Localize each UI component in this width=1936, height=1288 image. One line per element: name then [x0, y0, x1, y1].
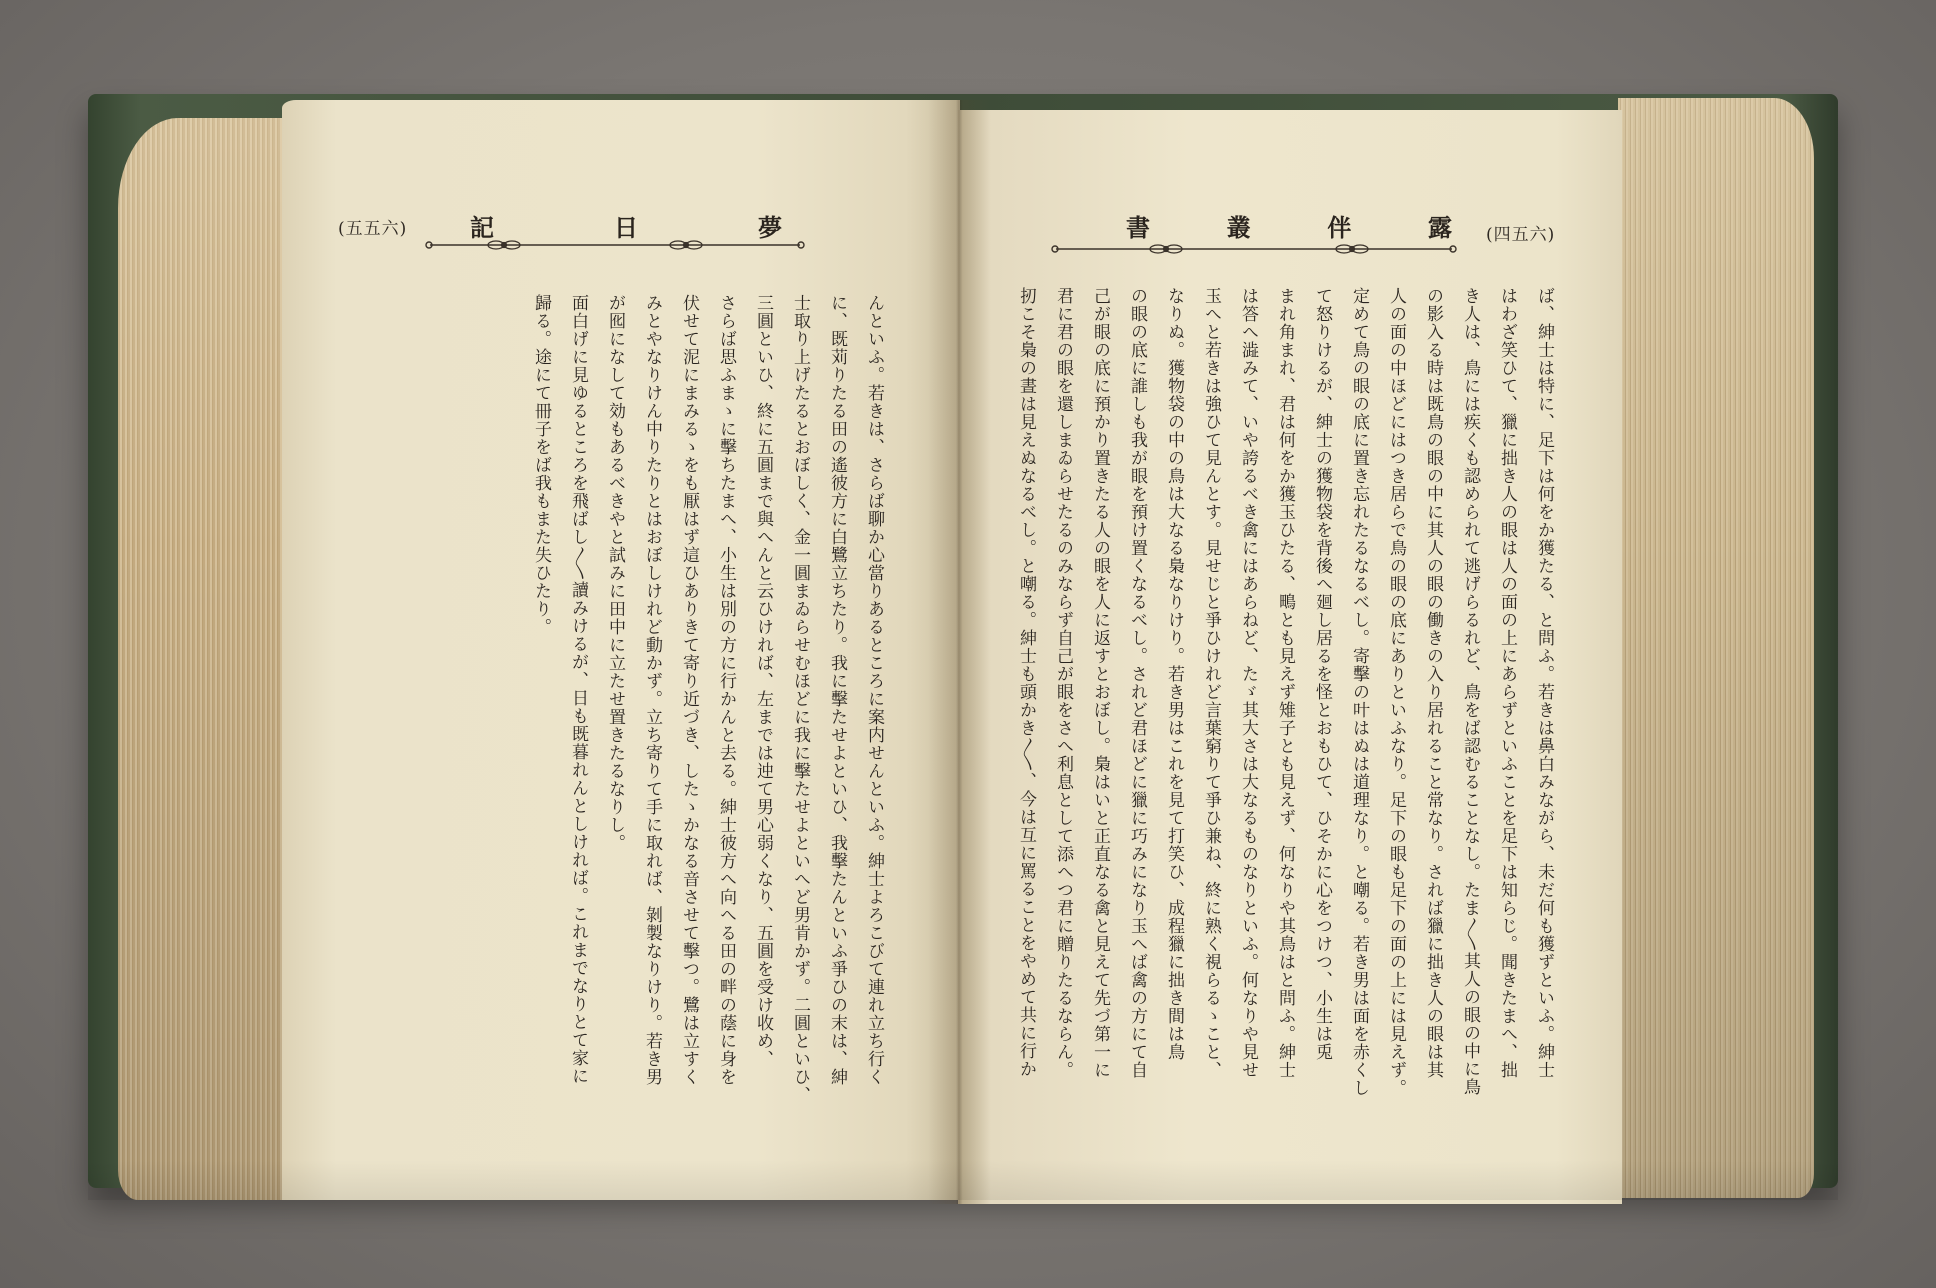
right-running-title [1126, 210, 1452, 240]
text-column: が囮になして効もあるべきやと試みに田中に立たせ置きたるなりし。 [605, 294, 625, 852]
text-column: に、既苅りたる田の遙彼方に白鷺立ちたり。我に擊たせよといひ、我擊たんといふ爭ひの末は、紳 [827, 294, 847, 1086]
text-column: 扨こそ梟の晝は見えぬなるべし。と嘲る。紳士も頭かき〳〵、今は互に罵ることをやめて共に行か [1016, 287, 1036, 1078]
running-title-char: 伴 [1327, 212, 1352, 242]
left-page-body-text [522, 294, 892, 1126]
text-column: 伏せて泥にまみるゝをも厭はず這ひありきて寄り近づき、したゝかなる音させて擊つ。鷺は立すく [679, 294, 699, 1086]
text-column: 面白げに見ゆるところを飛ばし〳〵讀みけるが、日も既暮れんとしければ。これまでなりとて家に [568, 294, 588, 1085]
text-column: 人の面の中ほどにはつき居らで鳥の眼の底にありといふなり。足下の眼も足下の面の上には見えず。 [1386, 287, 1406, 1097]
text-column: 士取り上げたるとおぼしく、金一圓まゐらせむほどに我に擊たせよといへど男肯かず。二圓といひ、 [790, 294, 810, 1104]
left-header-ornament [424, 234, 806, 256]
text-column: さらば思ふまゝに擊ちたまへ、小生は別の方に行かんと去る。紳士彼方へ向へる田の畔の蔭に身を [716, 294, 736, 1086]
text-column: 三圓といひ、終に五圓まで與へんと云ひければ、左までは迚て男心弱くなり、五圓を受け收め、 [753, 294, 773, 1068]
text-column: 君に君の眼を還しまゐらせたるのみならず自己が眼をさへ利息として添へつ君に贈りたるならん。 [1053, 287, 1073, 1079]
text-column: の影入る時は既鳥の眼の中に其人の眼の働きの入り居れること常なり。されば獵に拙き人の眼は其 [1423, 287, 1443, 1079]
running-title-char: 露 [1427, 212, 1452, 242]
running-title-char: 日 [614, 212, 638, 242]
text-column: ば、紳士は特に、足下は何をか獲たる、と問ふ。若きは鼻白みながら、未だ何も獲ずといふ。紳士 [1534, 287, 1554, 1079]
running-title-char: 叢 [1226, 212, 1251, 242]
book-gutter [928, 100, 990, 1204]
running-title-char: 夢 [758, 212, 782, 242]
running-title-char: 書 [1126, 212, 1150, 242]
text-column: はわざ笑ひて、獵に拙き人の眼は人の面の上にあらずといふことを足下は知らじ。聞きたまへ、拙 [1497, 287, 1517, 1079]
running-title-char: 記 [470, 212, 494, 242]
text-column: 己が眼の底に預かり置きたる人の眼を人に返すとおぼし。梟はいと正直なる禽と見えて先づ第一に [1090, 287, 1110, 1079]
right-header-ornament [1050, 238, 1458, 260]
text-column: き人は、鳥には疾くも認められて逃げらるれど、鳥をば認むることなし。たま〳〵其人の眼の中に鳥 [1460, 287, 1480, 1096]
right-page-edges [1618, 98, 1814, 1198]
left-page-number: (五五六) [338, 219, 408, 239]
text-column: みとやなりけん中りたりとはおぼしけれど動かず。立ち寄りて手に取れば、剝製なりけり。若き男 [642, 294, 662, 1086]
right-page-body-text [1007, 287, 1562, 1119]
text-column: なりぬ。獲物袋の中の鳥は大なる梟なりけり。若き男はこれを見て打笑ひ、成程獵に拙き間は鳥 [1164, 287, 1184, 1061]
right-page-number: (四五六) [1486, 225, 1556, 245]
text-column: 玉へと若きは強ひて見んとす。見せじと爭ひけれど言葉窮りて爭ひ兼ね、終に熟く視らるゝこと、 [1201, 287, 1221, 1079]
text-column: 定めて鳥の眼の底に置き忘れたるなるべし。寄擊の叶はぬは道理なり。と嘲る。若き男は面を赤くし [1349, 287, 1369, 1097]
text-column: 歸る。途にて冊子をば我もまた失ひたり。 [531, 294, 551, 636]
text-column: んといふ。若きは、さらば聊か心當りあるところに案内せんといふ。紳士よろこびて連れ立ち行く [864, 294, 884, 1086]
text-column: まれ角まれ、君は何をか獲玉ひたる、鴫とも見えず雉子とも見えず、何なりや其鳥はと問ふ。紳士 [1275, 287, 1295, 1079]
text-column: は答へ澁みて、いや誇るべき禽にはあらねど、たゞ其大さは大なるものなりといふ。何なりや見せ [1238, 287, 1258, 1079]
text-column: て怒りけるが、紳士の獲物袋を背後へ廻し居るを怪とおもひて、ひそかに心をつけつ、小生は兎 [1312, 287, 1332, 1061]
text-column: の眼の底に誰しも我が眼を預け置くなるべし。されど君ほどに獵に巧みになり玉へば禽の方にて自 [1127, 287, 1147, 1079]
bottom-shadow [88, 1160, 1838, 1200]
